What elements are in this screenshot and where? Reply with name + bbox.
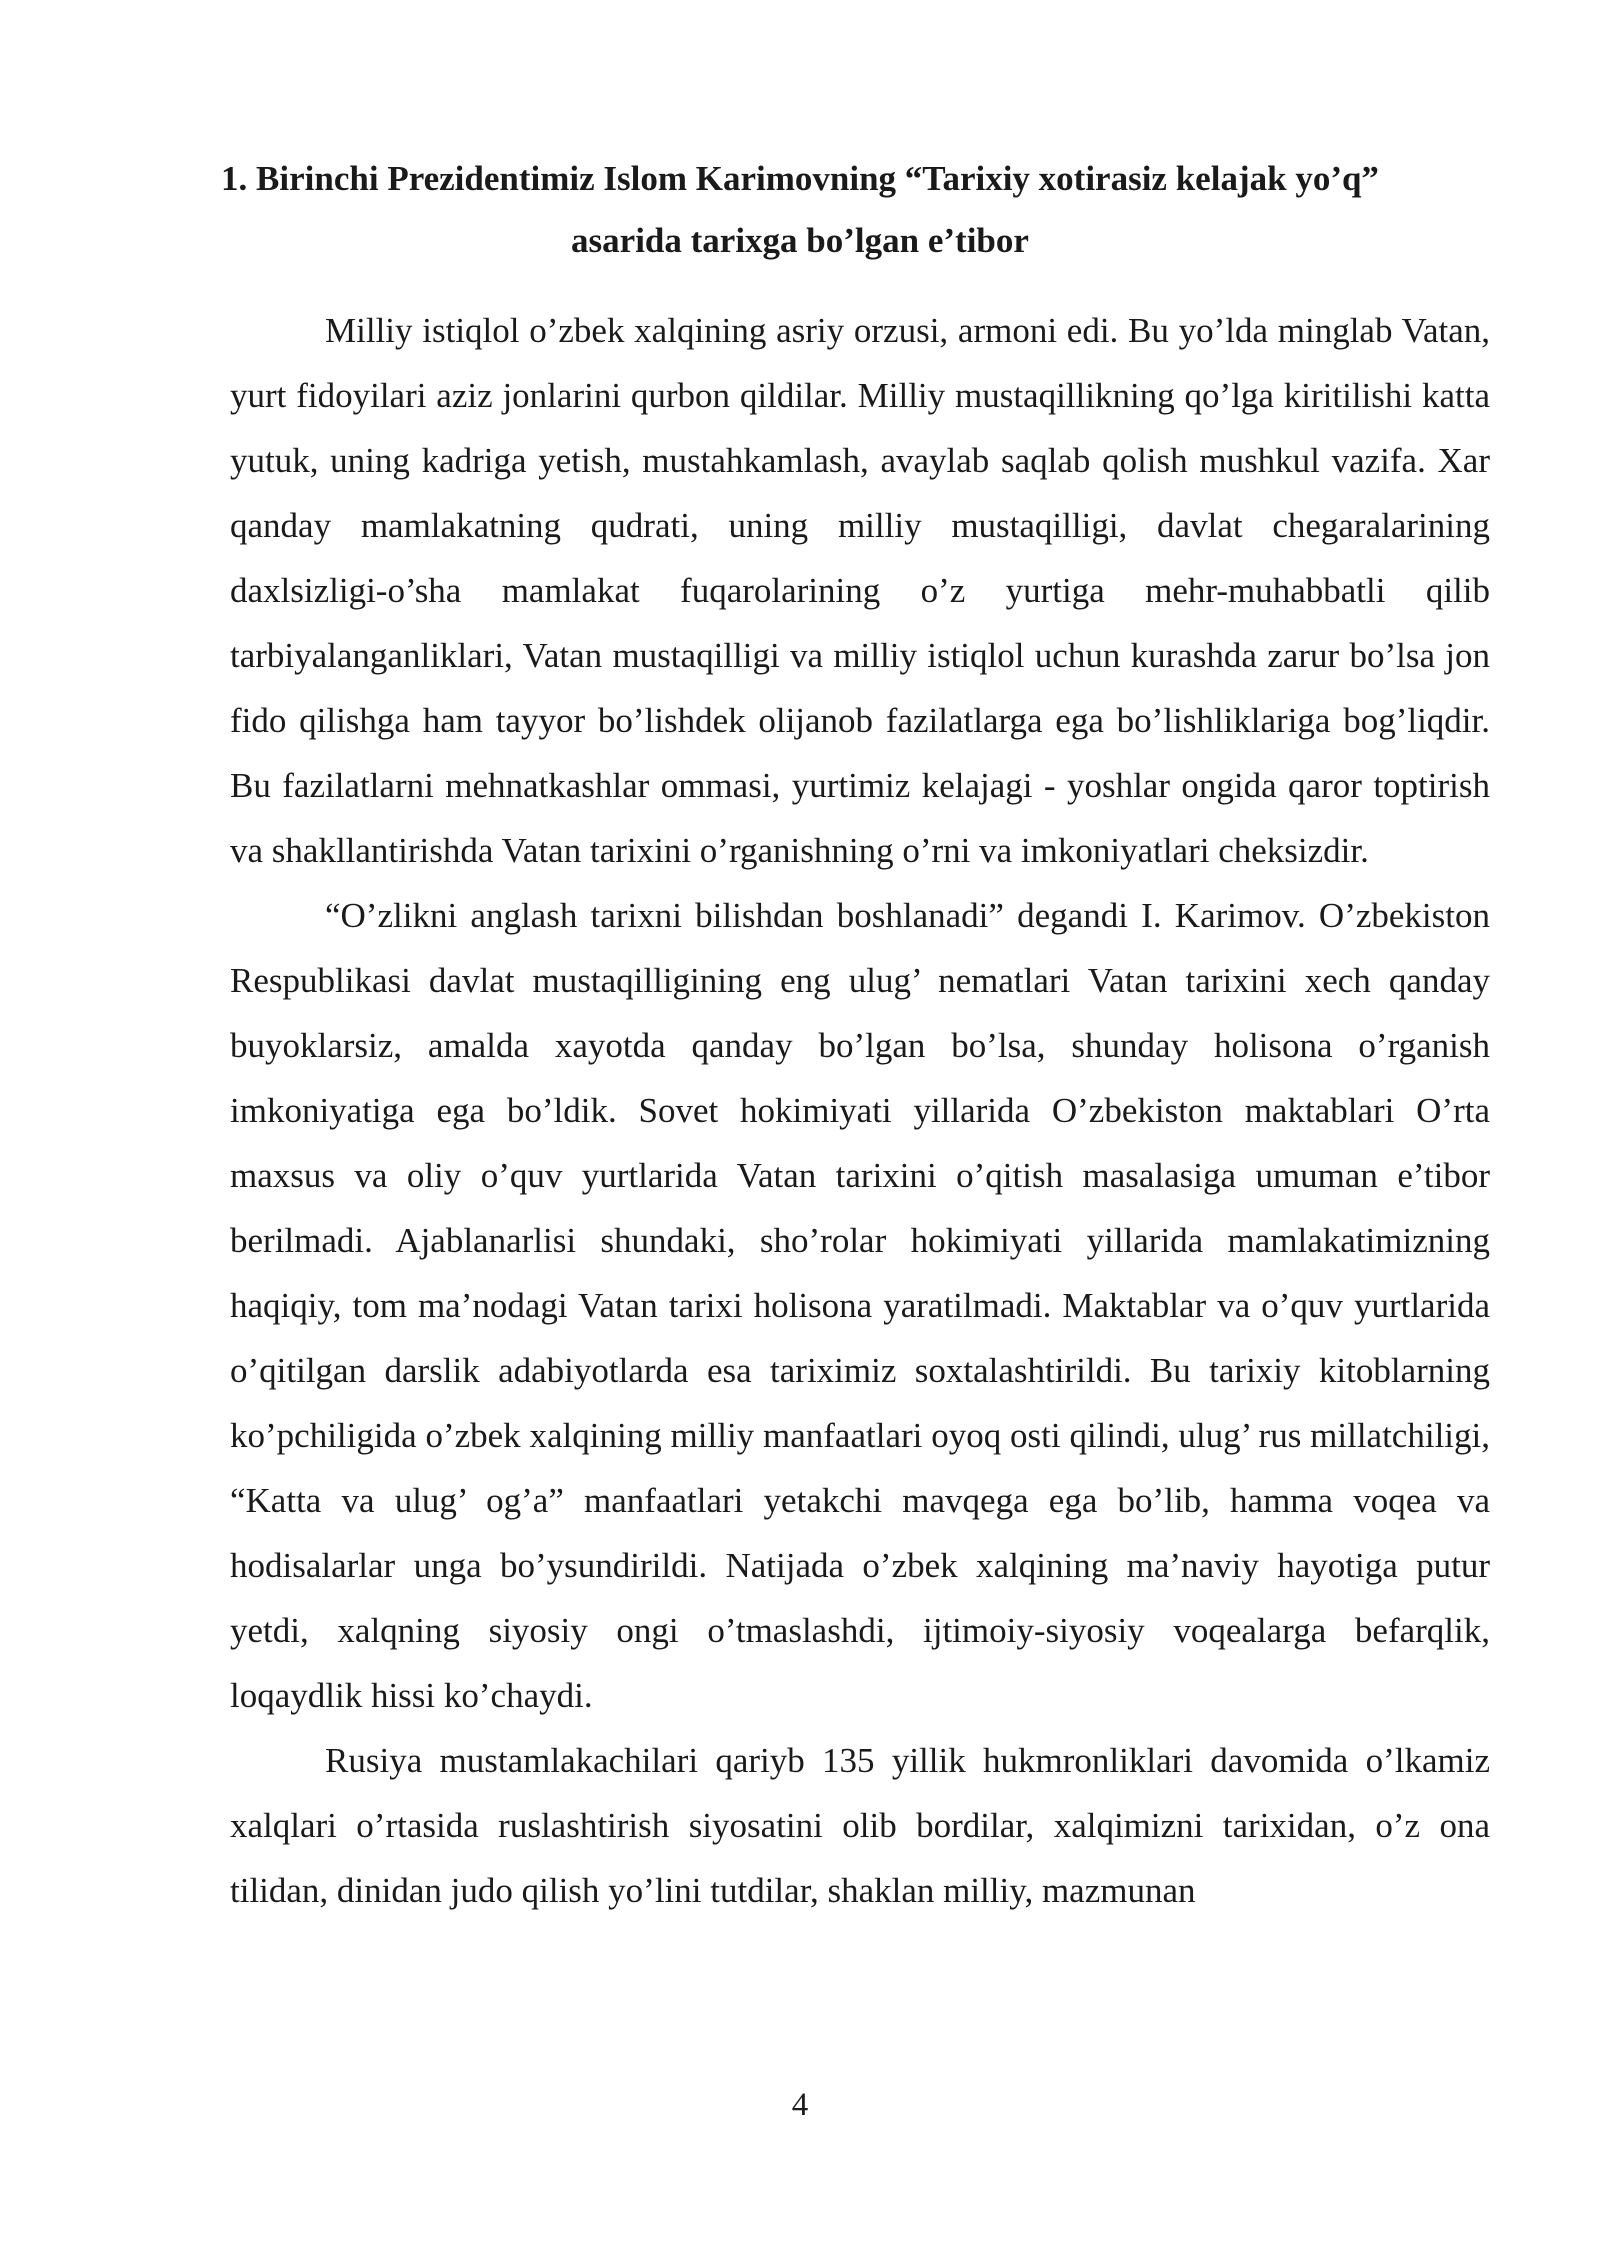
body-text bbox=[230, 298, 1490, 1923]
paragraph-2: “O’zlikni anglash tarixni bilishdan boshlanadi” degandi I. Karimov. O’zbekiston Respublikasi davlat mustaqilligining eng ulug’ nematlari Vatan tarixini xech qanday buyoklarsiz, amalda xayotda qanday bo’lgan bo’lsa, shunday holisona o’rganish imkoniyatiga ega bo’ldik. Sovet hokimiyati yillarida O’zbekiston maktablari O’rta maxsus va oliy o’quv yurtlarida Vatan tarixini o’qitish masalasiga umuman e’tibor berilmadi. Ajablanarlisi shundaki, sho’rolar hokimiyati yillarida mamlakatimizning haqiqiy, tom ma’nodagi Vatan tarixi holisona yaratilmadi. Maktablar va o’quv yurtlarida o’qitilgan darslik adabiyotlarda esa tariximiz soxtalashtirildi. Bu tarixiy kitoblarning ko’pchiligida o’zbek xalqining milliy manfaatlari oyoq osti qilindi, ulug’ rus millatchiligi, “Katta va ulug’ og’a” manfaatlari yetakchi mavqega ega bo’lib, hamma voqea va hodisalarlar unga bo’ysundirildi. Natijada o’zbek xalqining ma’naviy hayotiga putur yetdi, xalqning siyosiy ongi o’tmaslashdi, ijtimoiy-siyosiy voqealarga befarqlik, loqaydlik hissi ko’chaydi. bbox=[230, 896, 1490, 1715]
paragraph-1: Milliy istiqlol o’zbek xalqining asriy orzusi, armoni edi. Bu yo’lda minglab Vatan, yurt fidoyilari aziz jonlarini qurbon qildilar. Milliy mustaqillikning qo’lga kiritilishi katta yutuk, uning kadriga yetish, mustahkamlash, avaylab saqlab qolish mushkul vazifa. Xar qanday mamlakatning qudrati, uning milliy mustaqilligi, davlat chegaralarining daxlsizligi-o’sha mamlakat fuqarolarining o’z yurtiga mehr-muhabbatli qilib tarbiyalanganliklari, Vatan mustaqilligi va milliy istiqlol uchun kurashda zarur bo’lsa jon fido qilishga ham tayyor bo’lishdek olijanob fazilatlarga ega bo’lishliklariga bog’liqdir. Bu fazilatlarni mehnatkashlar ommasi, yurtimiz kelajagi - yoshlar ongida qaror toptirish va shakllantirishda Vatan tarixini o’rganishning o’rni va imkoniyatlari cheksizdir. bbox=[230, 311, 1490, 870]
page-number: 4 bbox=[791, 2087, 809, 2123]
section-heading-line-2: asarida tarixga bo’lgan e’tibor bbox=[571, 221, 1029, 260]
section-heading-line-1: 1. Birinchi Prezidentimiz Islom Karimovning “Tarixiy xotirasiz kelajak yo’q” bbox=[221, 159, 1379, 198]
paragraph-3: Rusiya mustamlakachilari qariyb 135 yillik hukmronliklari davomida o’lkamiz xalqlari o’rtasida ruslashtirish siyosatini olib bordilar, xalqimizni tarixidan, o’z ona tilidan, dinidan judo qilish yo’lini tutdilar, shaklan milliy, mazmunan bbox=[230, 1741, 1490, 1910]
section-heading bbox=[190, 148, 1410, 272]
